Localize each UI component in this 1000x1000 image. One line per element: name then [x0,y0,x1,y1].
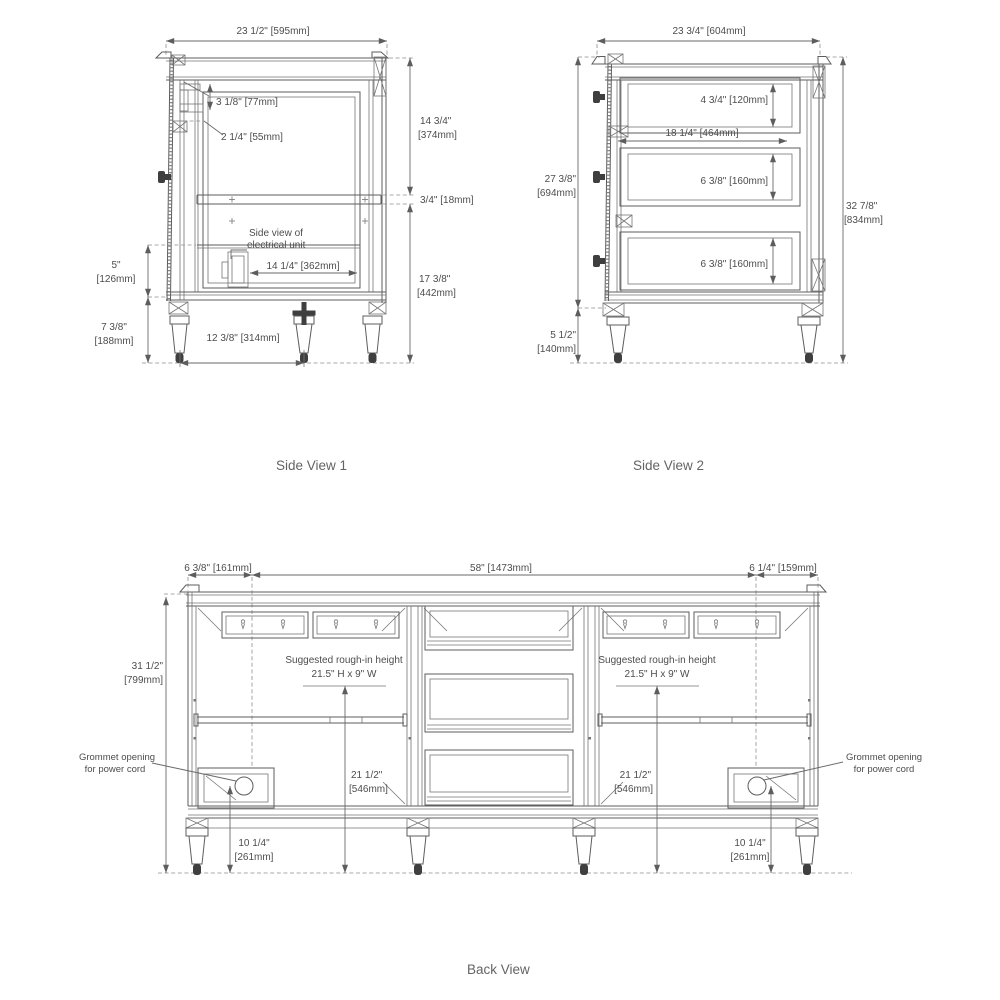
sv2-leg-left [607,317,629,363]
back-keyhole-panels [222,612,780,638]
annotation-line: Suggested rough-in height [598,655,716,666]
back-view [79,563,922,977]
dim-label: 10 1/4" [238,838,270,849]
sv1-width-dimension [166,26,387,56]
sv2-leg-right [798,317,820,363]
back-middle-drawer-1 [425,606,573,650]
annotation-line: 21.5" H x 9" W [311,669,377,680]
sv1-electrical-label [231,228,306,259]
side-view-1-title: Side View 1 [276,458,348,473]
dim-label: 6 3/8" [161mm] [184,563,252,574]
dim-label: 58" [1473mm] [470,563,532,574]
back-top-dimensions [184,563,818,767]
sv1-right-dimensions [383,58,474,363]
dim-label: 14 3/4" [420,116,452,127]
back-grommet-label-right [764,752,922,780]
dim-label: 5" [111,260,121,271]
corner-block [796,818,818,828]
sv1-shelf-rail [197,195,381,224]
keyhole-slot [241,620,244,629]
screw-mark [229,197,235,203]
back-grommet-label-left [79,752,236,781]
back-rough-in-left [285,655,403,873]
dim-label: 21 1/2" [619,770,651,781]
sv2-drawer1-dimension [701,84,773,127]
corner-block [603,303,624,316]
back-leg-2 [407,828,429,875]
sv1-inner-panel [203,92,360,288]
sv2-drawer2-dimension [701,154,773,200]
sv1-leveler-cross [293,302,316,325]
dim-label: 3/4" [18mm] [420,195,474,206]
keyhole-panel [313,612,399,638]
keyhole-slot [623,620,626,629]
dim-label: 6 3/8" [160mm] [700,176,768,187]
top-left-cap [592,57,605,65]
back-leg-3 [573,828,595,875]
drawer-knob [593,91,605,103]
annotation-line: Grommet opening [78,752,156,763]
back-rod-left [194,714,407,726]
corner-block [407,818,429,828]
back-leg-blocks [186,818,818,828]
top-right-cap [818,57,831,65]
sv2-drawer-knobs [593,91,605,267]
back-cabinet-frame [180,585,826,828]
sv2-width-dimension [597,26,820,55]
sv1-leg-spacing-dimension [180,333,304,367]
dim-label: [546mm] [614,784,653,795]
drawer-knob [593,171,605,183]
back-corner-braces [198,608,808,804]
corner-block [573,818,595,828]
annotation-line: for power cord [853,764,915,775]
back-leg-4 [796,828,818,875]
keyhole-panel [694,612,780,638]
sv1-left-dimensions [95,245,196,363]
corner-block [369,302,386,314]
dim-label: [442mm] [417,288,456,299]
dim-label: 21 1/2" [351,770,383,781]
dim-label: 4 3/4" [120mm] [700,95,768,106]
corner-block [609,126,628,137]
corner-block [802,303,823,316]
sv1-corner-blocks [169,55,386,314]
back-view-title: Back View [467,962,530,977]
back-rod-right [598,714,811,726]
annotation-line: for power cord [84,764,146,775]
back-height-dimension [124,594,189,873]
dim-label: [799mm] [124,675,163,686]
drawer-knob [593,255,605,267]
sv1-leg-left [170,316,189,363]
dim-label: [140mm] [537,344,576,355]
annotation-line: 21.5" H x 9" W [624,669,690,680]
top-right-cap [807,585,826,592]
sv2-drawer-front-edge [605,64,612,301]
sv2-inner-width-dimension [618,128,787,141]
corner-block [186,818,208,828]
corner-block [374,57,386,96]
keyhole-slot [334,620,337,629]
keyhole-slot [281,620,284,629]
back-grommet-box-left [198,768,274,808]
back-middle-drawer-3 [425,750,573,805]
back-grommet-box-right [728,768,804,808]
dim-label: 17 3/8" [419,274,451,285]
dim-label: 12 3/8" [314mm] [206,333,280,344]
dim-label: 32 7/8" [846,201,878,212]
sv2-drawer3-dimension [701,238,773,284]
corner-block [169,302,188,314]
sv1-hinge-detail [180,84,203,112]
dim-label: [694mm] [537,188,576,199]
top-left-cap [180,585,199,592]
back-middle-drawer-2 [425,674,573,732]
back-leg-1 [186,828,208,875]
side-view-2-title: Side View 2 [633,458,705,473]
dim-label: 6 3/8" [160mm] [700,259,768,270]
grommet-hole [748,777,766,795]
dim-label: 27 3/8" [544,174,576,185]
dim-label: 5 1/2" [550,330,576,341]
annotation-line: Grommet opening [845,752,923,763]
dim-label: 3 1/8" [77mm] [216,97,278,108]
screw-mark [229,218,235,224]
side-view-2 [537,26,883,473]
sv1-leg-right [363,316,382,363]
sv1-elec-width-dimension [250,261,357,273]
keyhole-panel [603,612,689,638]
label-line: Side view of [249,228,303,239]
dim-label: 2 1/4" [55mm] [221,132,283,143]
annotation-line: Suggested rough-in height [285,655,403,666]
keyhole-slot [374,620,377,629]
sv1-electrical-unit [222,252,248,287]
screw-mark [362,218,368,224]
dim-label: 10 1/4" [734,838,766,849]
dim-label: 18 1/4" [464mm] [665,128,739,139]
keyhole-slot [663,620,666,629]
top-left-cap [156,52,171,58]
keyhole-panel [222,612,308,638]
keyhole-slot [714,620,717,629]
label-line: electrical unit [247,240,306,251]
dim-label: [261mm] [730,852,770,863]
back-grommet-height-right [731,786,771,873]
dim-label: 14 1/4" [362mm] [266,261,340,272]
dim-label: [188mm] [94,336,134,347]
back-grommet-height-left [230,786,274,873]
dim-label: 6 1/4" [159mm] [749,563,817,574]
corner-block [616,215,632,227]
dim-label: [261mm] [234,852,274,863]
dim-label: 31 1/2" [131,661,163,672]
dim-label: [374mm] [418,130,457,141]
back-rough-in-right [598,655,716,873]
screw-mark [362,197,368,203]
dim-label: [126mm] [96,274,136,285]
sv2-right-dimension [826,57,883,363]
side-view-1 [95,26,474,473]
grommet-hole [235,777,253,795]
corner-block [608,54,623,64]
dim-label: 23 3/4" [604mm] [672,26,746,37]
dim-label: [834mm] [844,215,883,226]
dim-label: 23 1/2" [595mm] [236,26,310,37]
dim-label: 7 3/8" [101,322,127,333]
dim-label: [546mm] [349,784,388,795]
